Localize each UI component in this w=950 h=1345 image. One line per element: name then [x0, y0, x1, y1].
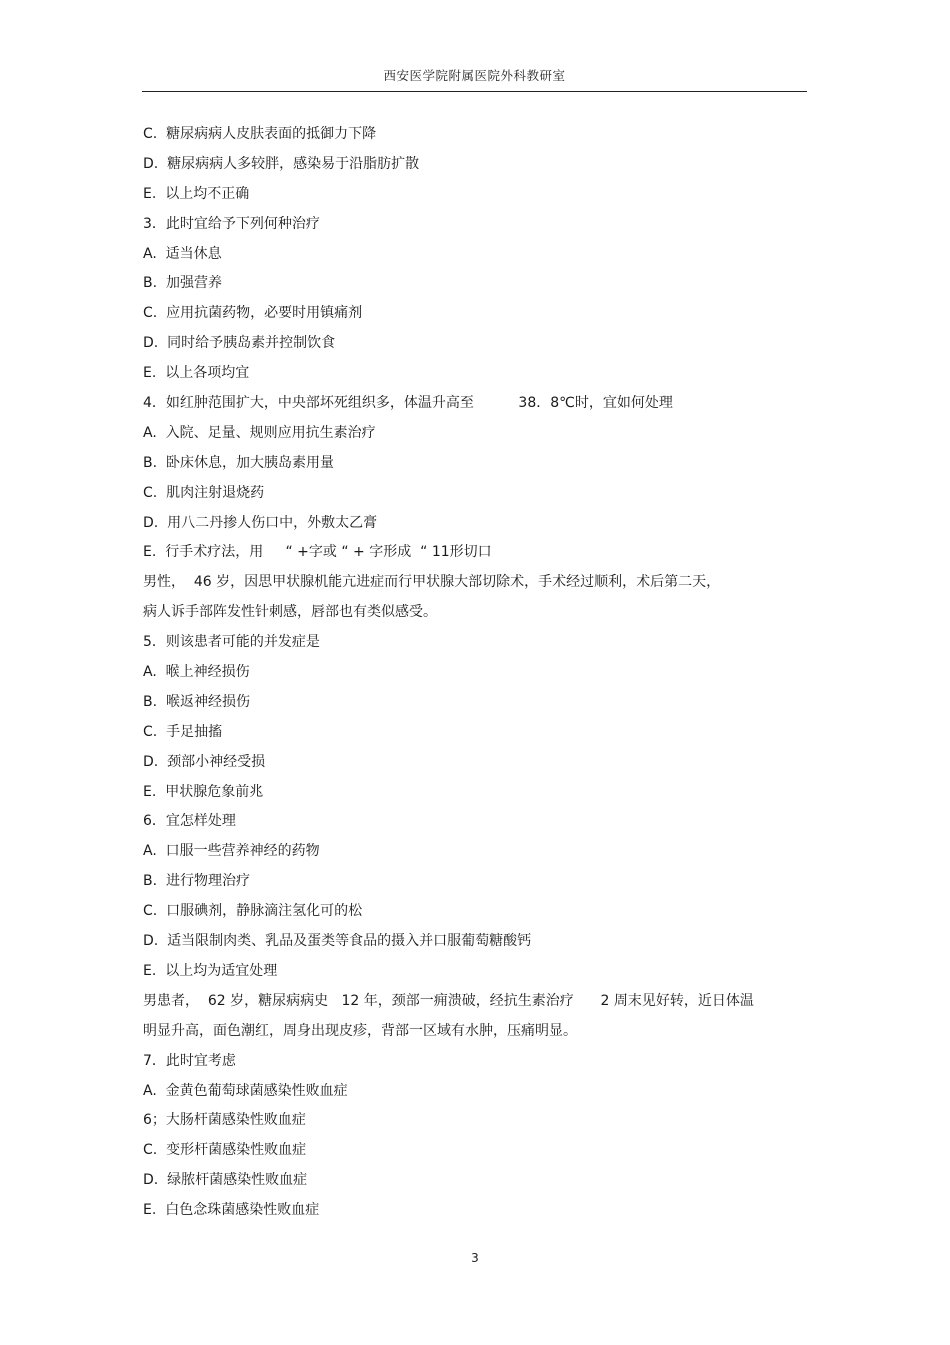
text-line: 6．宜怎样处理	[143, 813, 236, 830]
text-line: D. 用八二丹掺人伤口中，外敷太乙膏	[143, 514, 378, 531]
text-line: C. 糖尿病病人皮肤表面的抵御力下降	[143, 126, 377, 142]
text-line: E. 以上各项均宜	[143, 365, 250, 382]
text-line: C. 应用抗菌药物，必要时用镇痛剂	[143, 305, 363, 322]
text-line: D. 绿脓杆菌感染性败血症	[143, 1172, 308, 1189]
text-line: E. 白色念珠菌感染性败血症	[143, 1202, 320, 1219]
text-line: B. 喉返神经损伤	[143, 693, 250, 710]
text-line: A. 喉上神经损伤	[143, 664, 250, 681]
text-line: 5．则该患者可能的并发症是	[143, 634, 320, 651]
page-header-title: 西安医学院附属医院外科教研室	[383, 68, 566, 83]
text-line: E. 甲状腺危象前兆	[143, 783, 264, 800]
text-line: D. 同时给予胰岛素并控制饮食	[143, 335, 336, 352]
text-line: 明显升高，面色潮红，周身出现皮疹，背部一区域有水肿，压痛明显。	[143, 1022, 577, 1039]
text-line: A. 金黄色葡萄球菌感染性败血症	[143, 1082, 348, 1099]
text-line: D. 颈部小神经受损	[143, 753, 266, 770]
page-number: 3	[471, 1251, 479, 1265]
text-line: E. 以上均为适宜处理	[143, 962, 278, 979]
text-line: 4．如红肿范围扩大，中央部坏死组织多，体温升高至 38．8℃时，宜如何处理	[143, 395, 673, 412]
text-line: 男患者， 62 岁，糖尿病病史 12 年，颈部一痈溃破，经抗生素治疗 2 周末见好转，近日体温	[143, 992, 754, 1009]
text-line: D. 糖尿病病人多较胖，感染易于沿脂肪扩散	[143, 155, 420, 172]
text-line: 病人诉手部阵发性针刺感，唇部也有类似感受。	[143, 604, 437, 621]
text-line: E. 行手术疗法，用 “ +字或 “ + 字形成 “ 11形切口	[143, 544, 492, 561]
text-line: D. 适当限制肉类、乳品及蛋类等食品的摄入并口服葡萄糖酸钙	[143, 933, 532, 950]
text-line: C. 口服碘剂，静脉滴注氢化可的松	[143, 903, 363, 920]
text-line: B. 进行物理治疗	[143, 873, 250, 890]
header-divider	[142, 91, 807, 92]
text-line: 7．此时宜考虑	[143, 1052, 236, 1069]
text-line: C. 肌肉注射退烧药	[143, 484, 265, 501]
text-line: B. 卧床休息，加大胰岛素用量	[143, 454, 334, 471]
text-line: 男性， 46 岁，因思甲状腺机能亢进症而行甲状腺大部切除术，手术经过顺利，术后第二天，	[143, 574, 721, 591]
text-line: C. 变形杆菌感染性败血症	[143, 1142, 307, 1159]
text-line: E. 以上均不正确	[143, 185, 250, 202]
text-line: A. 入院、足量、规则应用抗生素治疗	[143, 424, 376, 441]
text-line: A. 口服一些营养神经的药物	[143, 843, 320, 860]
document-body	[143, 120, 808, 1226]
text-line: 6；大肠杆菌感染性败血症	[143, 1112, 306, 1129]
text-line: B. 加强营养	[143, 275, 222, 292]
text-line: C. 手足抽搐	[143, 723, 223, 740]
text-line: A. 适当休息	[143, 245, 222, 262]
text-line: 3．此时宜给予下列何种治疗	[143, 215, 320, 232]
